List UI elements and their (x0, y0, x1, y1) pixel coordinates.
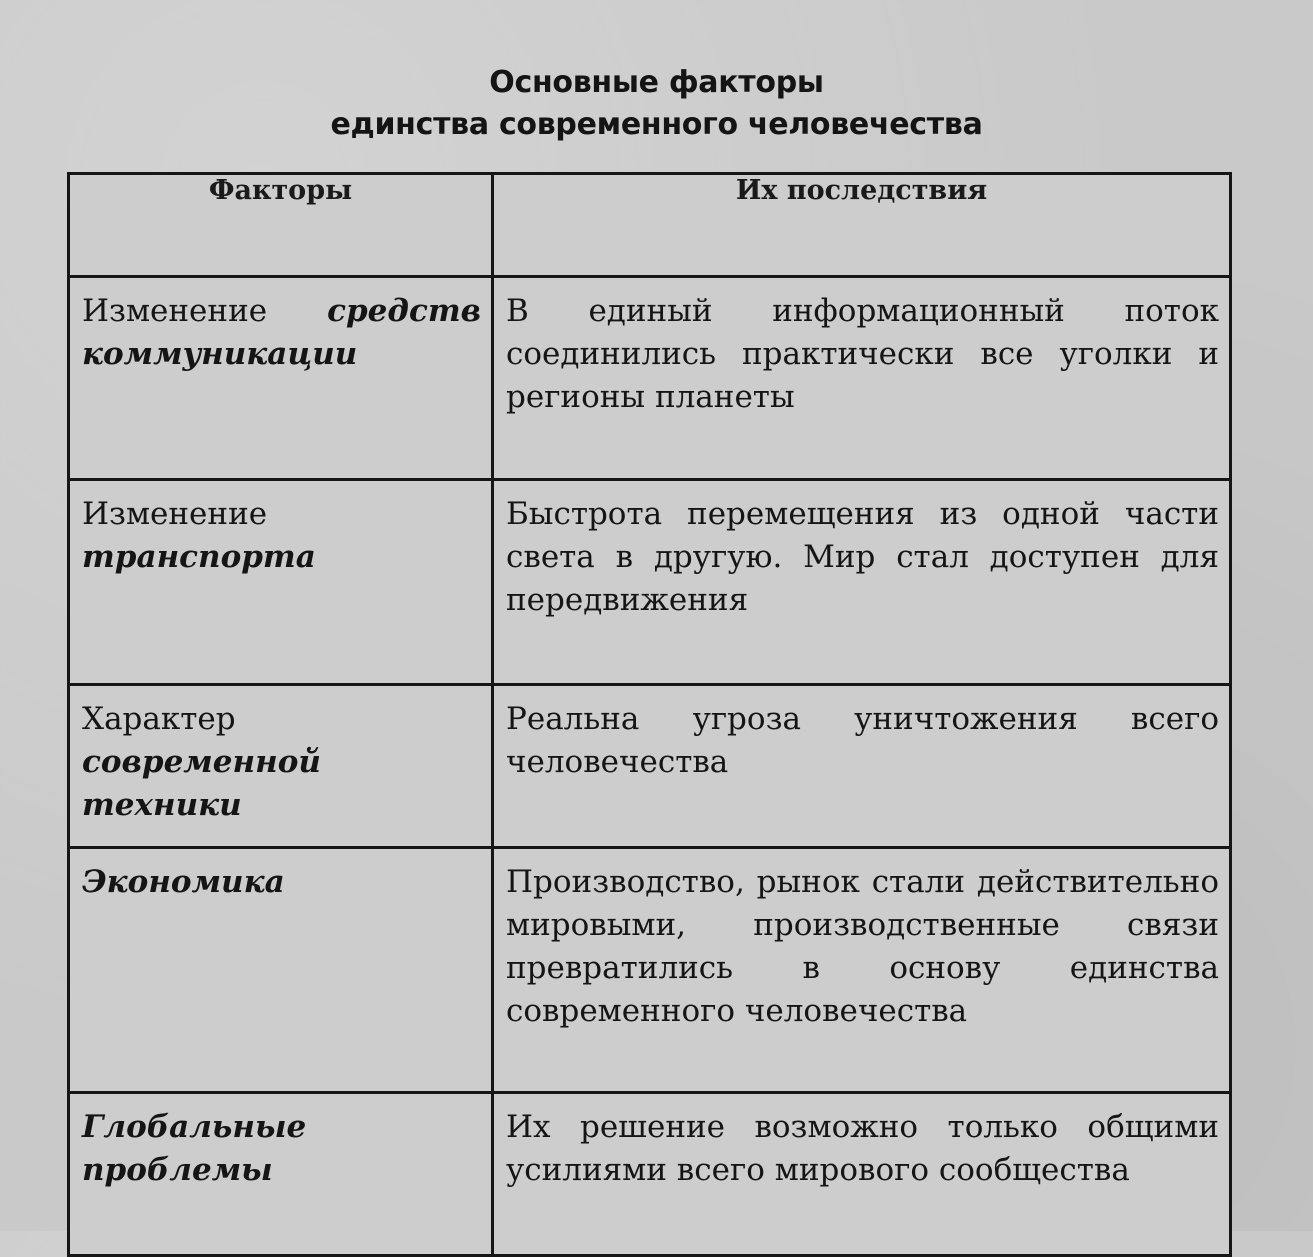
consequence-cell: Их решение возможно только общими усилиями всего мирового сообщества (493, 1093, 1231, 1256)
table-header-row (69, 174, 1231, 277)
document-title (0, 62, 1313, 146)
table-row (69, 480, 1231, 685)
consequence-cell: Производство, рынок стали действительно мировыми, производственные связи превратились в основу единства современного человечества (493, 848, 1231, 1093)
table-row (69, 1093, 1231, 1256)
factor-cell (69, 848, 493, 1093)
factor-emphasis-text: средств коммуникации (82, 293, 481, 372)
consequence-cell: Быстрота перемещения из одной части света в другую. Мир стал доступен для передвижения (493, 480, 1231, 685)
column-header-consequences: Их последствия (493, 174, 1231, 277)
table-row (69, 685, 1231, 848)
factor-cell (69, 1093, 493, 1256)
table-row (69, 277, 1231, 480)
factor-plain-text: Изменение (82, 496, 268, 532)
factor-emphasis-text: Глобальные проблемы (82, 1109, 307, 1188)
factor-emphasis-text: современной техники (82, 744, 321, 823)
table-row (69, 848, 1231, 1093)
column-header-factors: Факторы (69, 174, 493, 277)
factor-emphasis-text: Экономика (82, 864, 285, 900)
factor-plain-text: Характер (82, 701, 236, 737)
factor-cell (69, 480, 493, 685)
factor-cell (69, 277, 493, 480)
factors-table (67, 172, 1232, 1257)
factor-cell (69, 685, 493, 848)
factor-emphasis-text: транспорта (82, 539, 316, 575)
title-line-1: Основные факторы (489, 65, 824, 100)
consequence-cell: Реальна угроза уничтожения всего человечества (493, 685, 1231, 848)
title-line-2: единства современного человечества (330, 107, 983, 142)
consequence-cell: В единый информационный поток соединились практически все уголки и регионы планеты (493, 277, 1231, 480)
factor-plain-text: Изменение (82, 293, 268, 329)
